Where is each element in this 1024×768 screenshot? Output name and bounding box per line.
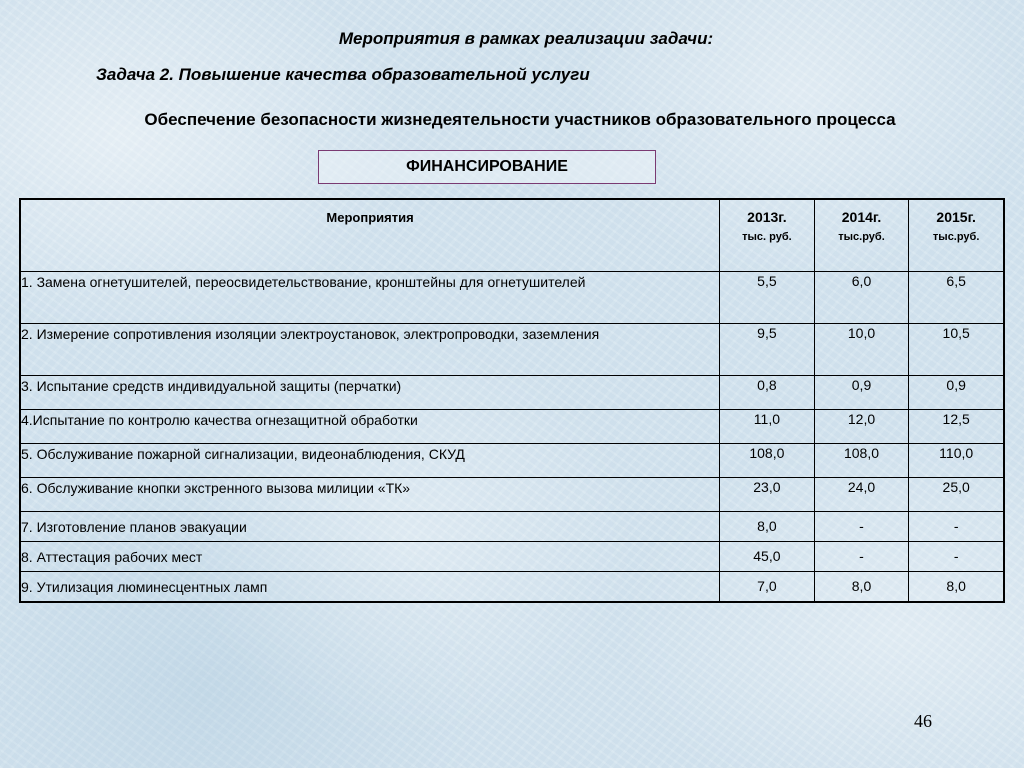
row-value-2015: 10,5 [909, 324, 1004, 376]
row-event: 2. Измерение сопротивления изоляции электроустановок, электропроводки, заземления [20, 324, 720, 376]
header-year-2014 [814, 199, 909, 272]
header-year-2013 [720, 199, 815, 272]
row-value-2015: - [909, 542, 1004, 572]
row-value-2015: 110,0 [909, 444, 1004, 478]
row-value-2015: 6,5 [909, 272, 1004, 324]
table-row [20, 410, 1004, 444]
row-value-2014: 6,0 [814, 272, 909, 324]
table-row [20, 444, 1004, 478]
row-value-2013: 45,0 [720, 542, 815, 572]
financing-table [19, 198, 1005, 603]
row-value-2014: - [814, 542, 909, 572]
row-value-2015: - [909, 512, 1004, 542]
table-row [20, 478, 1004, 512]
row-value-2014: 24,0 [814, 478, 909, 512]
header-events-label: Мероприятия [326, 210, 414, 225]
header-year-2015 [909, 199, 1004, 272]
page-number: 46 [914, 711, 932, 731]
header-year-label: 2015г. [936, 209, 976, 225]
row-value-2014: 12,0 [814, 410, 909, 444]
row-value-2015: 0,9 [909, 376, 1004, 410]
row-value-2014: 108,0 [814, 444, 909, 478]
row-event: 6. Обслуживание кнопки экстренного вызова милиции «ТК» [20, 478, 720, 512]
section-subtitle: Обеспечение безопасности жизнедеятельности участников образовательного процесса [144, 110, 896, 129]
row-value-2013: 7,0 [720, 572, 815, 602]
row-event: 9. Утилизация люминесцентных ламп [20, 572, 720, 602]
header-events [20, 199, 720, 272]
header-year-label: 2014г. [841, 209, 882, 225]
table-header-row [20, 199, 1004, 272]
header-unit-label: тыс. руб. [742, 231, 792, 243]
row-value-2015: 25,0 [909, 478, 1004, 512]
table-row [20, 512, 1004, 542]
financing-label: ФИНАНСИРОВАНИЕ [406, 158, 568, 175]
row-value-2013: 0,8 [720, 376, 815, 410]
row-value-2013: 8,0 [720, 512, 815, 542]
row-value-2013: 9,5 [720, 324, 815, 376]
row-value-2013: 23,0 [720, 478, 815, 512]
table-row [20, 542, 1004, 572]
task-title: Задача 2. Повышение качества образовательной услуги [96, 65, 590, 84]
table-row [20, 572, 1004, 602]
row-value-2015: 8,0 [909, 572, 1004, 602]
financing-label-box [318, 150, 656, 184]
table-row [20, 324, 1004, 376]
row-value-2015: 12,5 [909, 410, 1004, 444]
slide-title: Мероприятия в рамках реализации задачи: [338, 29, 714, 48]
row-event: 4.Испытание по контролю качества огнезащитной обработки [20, 410, 720, 444]
header-unit-label: тыс.руб. [932, 231, 980, 243]
row-event: 3. Испытание средств индивидуальной защиты (перчатки) [20, 376, 720, 410]
row-value-2013: 108,0 [720, 444, 815, 478]
header-unit-label: тыс.руб. [838, 231, 885, 243]
row-value-2014: 8,0 [814, 572, 909, 602]
row-event: 5. Обслуживание пожарной сигнализации, видеонаблюдения, СКУД [20, 444, 720, 478]
table-row [20, 376, 1004, 410]
row-value-2014: - [814, 512, 909, 542]
row-event: 1. Замена огнетушителей, переосвидетельствование, кронштейны для огнетушителей [20, 272, 720, 324]
row-event: 8. Аттестация рабочих мест [20, 542, 720, 572]
row-event: 7. Изготовление планов эвакуации [20, 512, 720, 542]
header-year-label: 2013г. [747, 209, 787, 225]
row-value-2013: 5,5 [720, 272, 815, 324]
row-value-2014: 0,9 [814, 376, 909, 410]
row-value-2014: 10,0 [814, 324, 909, 376]
row-value-2013: 11,0 [720, 410, 815, 444]
table-row [20, 272, 1004, 324]
